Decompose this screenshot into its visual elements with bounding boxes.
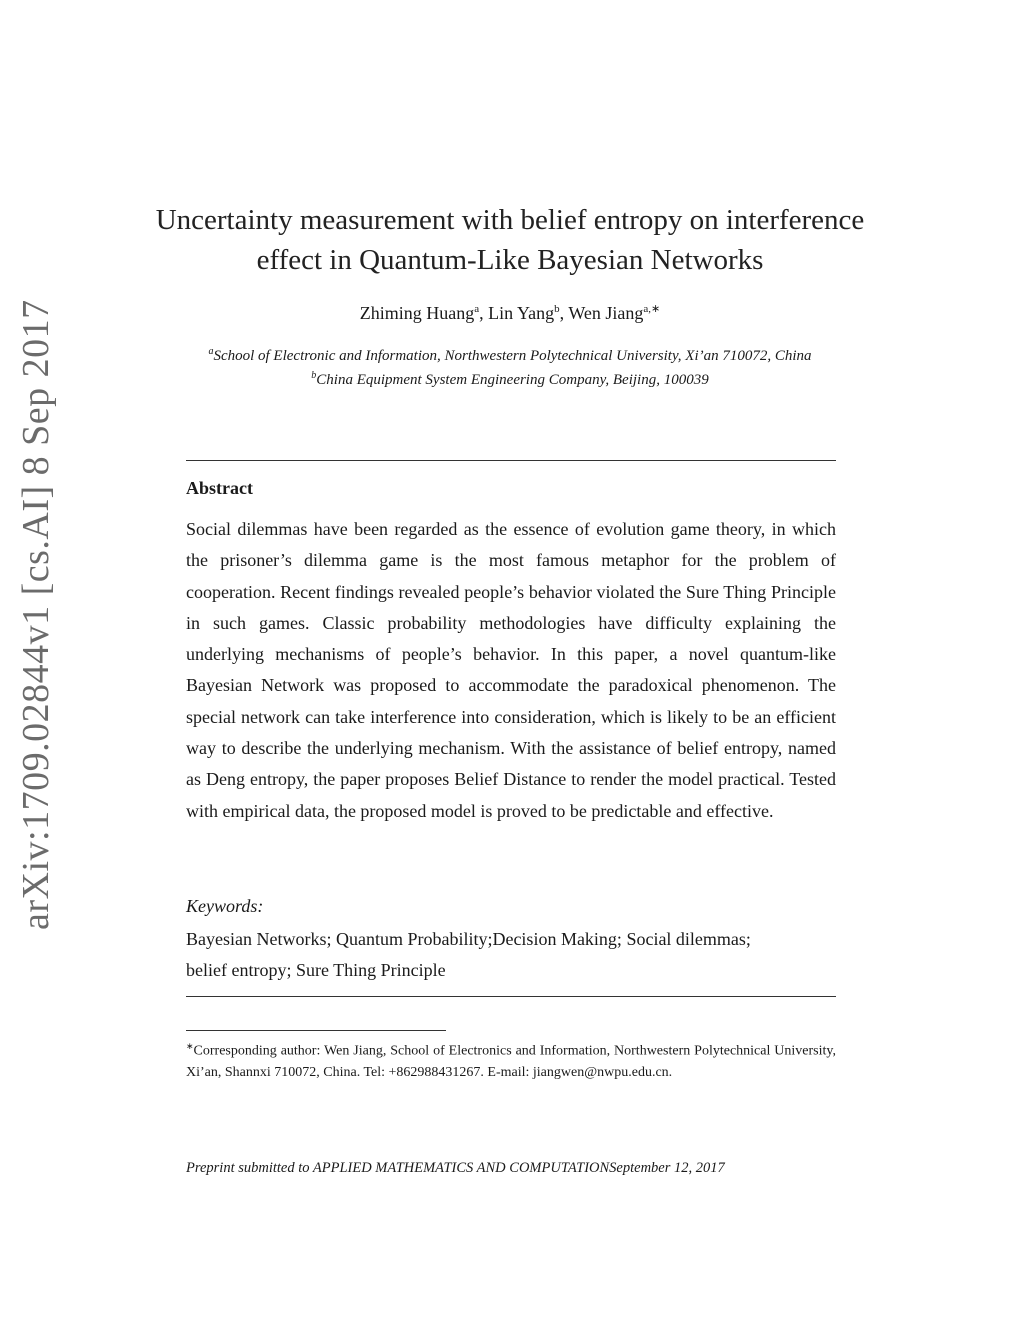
preprint-line: Preprint submitted to APPLIED MATHEMATICS AND COMPUTATIONSeptember 12, 2017	[186, 1160, 725, 1176]
abstract-text: Social dilemmas have been regarded as the essence of evolution game theory, in which the prisoner’s dilemma game is the most famous metaphor for the problem of cooperation. Recent findings revealed people’s behavior violated the Sure Thing Principle in such games. Classic probability methodologies have difficulty explaining the underlying mechanisms of people’s behavior. In this paper, a novel quantum-like Bayesian Network was proposed to accommodate the paradoxical phenomenon. The special network can take interference into consideration, which is likely to be an efficient way to describe the underlying mechanism. With the assistance of belief entropy, named as Deng entropy, the paper proposes Belief Distance to render the model practical. Tested with empirical data, the proposed model is proved to be predictable and effective.	[186, 519, 836, 821]
corresponding-author-footnote	[186, 1036, 836, 1083]
paper-title: Uncertainty measurement with belief entropy on interference effect in Quantum-Like Bayesian Networks	[155, 204, 865, 276]
footnote-text: Corresponding author: Wen Jiang, School of Electronics and Information, Northwestern Polytechnical University, Xi’an, Shannxi 710072, China. Tel: +862988431267. E-mail: jiangwen@nwpu.edu.cn.	[186, 1043, 836, 1080]
author-name: Lin Yang	[488, 303, 555, 323]
abstract-top-rule	[186, 460, 836, 461]
affiliation-b: $^b$China Equipment System Engineering Company, Beijing, 100039	[311, 370, 709, 388]
footnote-mark: ∗	[186, 1041, 194, 1051]
author-affil-mark: b	[554, 303, 560, 315]
author-affil-mark: a	[474, 303, 480, 315]
keywords-text: Bayesian Networks; Quantum Probability;Decision Making; Social dilemmas; belief entropy; Sure Thing Principle	[186, 929, 751, 981]
arxiv-identifier-stamp: arXiv:1709.02844v1 [cs.AI] 8 Sep 2017	[15, 299, 57, 930]
keywords-heading: Keywords:	[186, 896, 264, 916]
author-name: Wen Jiang	[568, 303, 644, 323]
abstract-heading: Abstract	[186, 478, 253, 498]
author-name: Zhiming Huang	[359, 303, 475, 323]
abstract-bottom-rule	[186, 996, 836, 997]
affiliations	[180, 342, 840, 390]
footnote-rule	[186, 1030, 446, 1031]
affiliation-a: $^a$School of Electronic and Information, Northwestern Polytechnical University, Xi’an 710072, China	[208, 346, 812, 364]
author-affil-mark: a,∗	[643, 303, 661, 315]
author-list: Zhiming Huang$^a$, Lin Yang$^b$, Wen Jiang$^{a,∗}$	[359, 303, 661, 323]
